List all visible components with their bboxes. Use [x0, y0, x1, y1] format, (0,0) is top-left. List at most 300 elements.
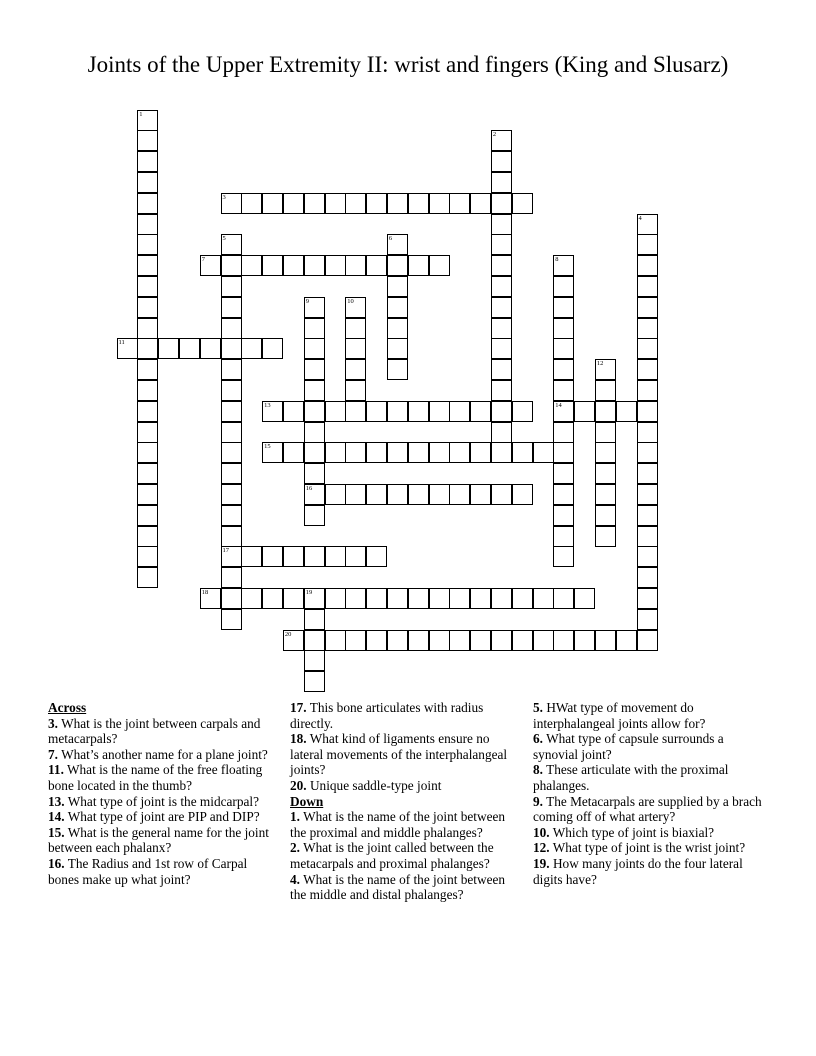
grid-cell[interactable] — [553, 297, 574, 318]
grid-cell[interactable] — [137, 276, 158, 297]
grid-cell[interactable] — [304, 255, 325, 276]
grid-cell[interactable] — [366, 255, 387, 276]
grid-cell[interactable] — [553, 401, 574, 422]
grid-cell[interactable] — [345, 442, 366, 463]
grid-cell[interactable] — [553, 505, 574, 526]
clue-number: 20. — [290, 777, 307, 793]
grid-cell[interactable] — [221, 442, 242, 463]
grid-cell[interactable] — [449, 484, 470, 505]
clue-number-label: 15 — [264, 443, 271, 451]
grid-cell[interactable] — [221, 422, 242, 443]
grid-cell[interactable] — [491, 401, 512, 422]
grid-cell[interactable] — [491, 276, 512, 297]
grid-cell[interactable] — [221, 297, 242, 318]
clue-number: 3. — [48, 715, 58, 731]
grid-cell[interactable] — [429, 401, 450, 422]
grid-cell[interactable] — [574, 401, 595, 422]
clue-number: 8. — [533, 762, 543, 778]
grid-cell[interactable] — [512, 193, 533, 214]
grid-cell[interactable] — [491, 338, 512, 359]
grid-cell[interactable] — [470, 484, 491, 505]
down-clue — [533, 762, 763, 793]
clue-number-label: 14 — [555, 401, 562, 409]
clue-number: 19. — [533, 855, 550, 871]
grid-cell[interactable] — [304, 484, 325, 505]
grid-cell[interactable] — [137, 463, 158, 484]
grid-cell[interactable] — [491, 172, 512, 193]
grid-cell[interactable] — [262, 255, 283, 276]
clue-column-2 — [290, 700, 516, 903]
grid-cell[interactable] — [637, 588, 658, 609]
grid-cell[interactable] — [241, 546, 262, 567]
grid-cell[interactable] — [637, 442, 658, 463]
grid-cell[interactable] — [345, 359, 366, 380]
grid-cell[interactable] — [637, 318, 658, 339]
grid-cell[interactable] — [616, 401, 637, 422]
grid-cell[interactable] — [241, 588, 262, 609]
clue-text: HWat type of movement do interphalangeal joints allow for? — [533, 700, 706, 731]
clue-number-label: 9 — [305, 297, 309, 305]
grid-cell[interactable] — [553, 588, 574, 609]
grid-cell[interactable] — [637, 609, 658, 630]
grid-cell[interactable] — [637, 359, 658, 380]
grid-cell[interactable] — [595, 422, 616, 443]
grid-cell[interactable] — [553, 276, 574, 297]
grid-cell[interactable] — [304, 442, 325, 463]
grid-cell[interactable] — [553, 255, 574, 276]
grid-cell[interactable] — [304, 380, 325, 401]
clue-text: What kind of ligaments ensure no lateral movements of the interphalangeal joints? — [290, 731, 508, 778]
clue-text: Which type of joint is biaxial? — [552, 824, 715, 840]
clue-number: 4. — [290, 871, 300, 887]
grid-cell[interactable] — [325, 546, 346, 567]
grid-cell[interactable] — [304, 297, 325, 318]
down-clue — [290, 809, 516, 840]
grid-cell[interactable] — [595, 505, 616, 526]
across-clue — [48, 747, 274, 763]
grid-cell[interactable] — [137, 255, 158, 276]
grid-cell[interactable] — [595, 630, 616, 651]
grid-cell[interactable] — [429, 255, 450, 276]
clue-number: 5. — [533, 700, 543, 715]
clue-number: 18. — [290, 731, 307, 747]
grid-cell[interactable] — [553, 442, 574, 463]
clue-number-label: 8 — [555, 256, 559, 264]
down-clue — [290, 872, 516, 903]
grid-cell[interactable] — [200, 588, 221, 609]
grid-cell[interactable] — [387, 234, 408, 255]
grid-cell[interactable] — [221, 338, 242, 359]
grid-cell[interactable] — [137, 172, 158, 193]
clue-number: 7. — [48, 746, 58, 762]
grid-cell[interactable] — [637, 484, 658, 505]
grid-cell[interactable] — [491, 193, 512, 214]
grid-cell[interactable] — [533, 630, 554, 651]
clue-number-label: 17 — [222, 547, 229, 555]
clue-number: 11. — [48, 762, 64, 778]
clue-number-label: 16 — [305, 484, 313, 492]
grid-cell[interactable] — [304, 422, 325, 443]
grid-cell[interactable] — [366, 546, 387, 567]
grid-cell[interactable] — [553, 546, 574, 567]
grid-cell[interactable] — [221, 609, 242, 630]
grid-cell[interactable] — [221, 193, 242, 214]
grid-cell[interactable] — [637, 380, 658, 401]
grid-cell[interactable] — [637, 526, 658, 547]
grid-cell[interactable] — [491, 442, 512, 463]
clue-number-label: 19 — [305, 588, 313, 596]
grid-cell[interactable] — [574, 630, 595, 651]
clue-column-3 — [533, 700, 763, 887]
grid-cell[interactable] — [137, 380, 158, 401]
clue-number-label: 13 — [264, 401, 271, 409]
grid-cell[interactable] — [491, 130, 512, 151]
grid-cell[interactable] — [262, 338, 283, 359]
grid-cell[interactable] — [429, 630, 450, 651]
grid-cell[interactable] — [491, 484, 512, 505]
grid-cell[interactable] — [325, 401, 346, 422]
clue-column-1 — [48, 700, 274, 887]
clue-number-label: 5 — [222, 235, 226, 243]
grid-cell[interactable] — [553, 630, 574, 651]
grid-cell[interactable] — [470, 193, 491, 214]
grid-cell[interactable] — [637, 338, 658, 359]
grid-cell[interactable] — [491, 151, 512, 172]
grid-cell[interactable] — [283, 193, 304, 214]
clue-number-label: 12 — [596, 360, 604, 368]
clue-text: The Metacarpals are supplied by a brach coming off of what artery? — [533, 793, 762, 825]
grid-cell[interactable] — [616, 630, 637, 651]
grid-cell[interactable] — [241, 338, 262, 359]
grid-cell[interactable] — [221, 255, 242, 276]
grid-cell[interactable] — [491, 234, 512, 255]
grid-cell[interactable] — [429, 484, 450, 505]
grid-cell[interactable] — [221, 567, 242, 588]
grid-cell[interactable] — [221, 276, 242, 297]
grid-cell[interactable] — [595, 401, 616, 422]
grid-cell[interactable] — [491, 214, 512, 235]
grid-cell[interactable] — [262, 442, 283, 463]
grid-cell[interactable] — [366, 588, 387, 609]
grid-cell[interactable] — [387, 276, 408, 297]
clue-text: What is the name of the joint between the proximal and middle phalanges? — [290, 809, 506, 840]
grid-cell[interactable] — [304, 193, 325, 214]
clue-text: What type of capsule surrounds a synovial joint? — [533, 731, 724, 762]
grid-cell[interactable] — [283, 546, 304, 567]
grid-cell[interactable] — [158, 338, 179, 359]
grid-cell[interactable] — [387, 401, 408, 422]
down-clue — [533, 794, 763, 825]
grid-cell[interactable] — [221, 505, 242, 526]
grid-cell[interactable] — [491, 422, 512, 443]
grid-cell[interactable] — [283, 401, 304, 422]
grid-cell[interactable] — [553, 526, 574, 547]
grid-cell[interactable] — [637, 401, 658, 422]
grid-cell[interactable] — [512, 588, 533, 609]
clue-text: These articulate with the proximal phalanges. — [533, 762, 729, 793]
grid-cell[interactable] — [553, 318, 574, 339]
clue-number: 12. — [533, 840, 550, 856]
grid-cell[interactable] — [345, 401, 366, 422]
grid-cell[interactable] — [366, 193, 387, 214]
grid-cell[interactable] — [304, 609, 325, 630]
grid-cell[interactable] — [117, 338, 138, 359]
grid-cell[interactable] — [137, 505, 158, 526]
grid-cell[interactable] — [387, 255, 408, 276]
grid-cell[interactable] — [304, 650, 325, 671]
grid-cell[interactable] — [387, 442, 408, 463]
grid-cell[interactable] — [345, 380, 366, 401]
clue-number-label: 18 — [201, 588, 209, 596]
grid-cell[interactable] — [449, 401, 470, 422]
grid-cell[interactable] — [137, 338, 158, 359]
grid-cell[interactable] — [637, 422, 658, 443]
grid-cell[interactable] — [345, 338, 366, 359]
grid-cell[interactable] — [449, 588, 470, 609]
clue-number: 9. — [533, 793, 543, 809]
grid-cell[interactable] — [387, 588, 408, 609]
grid-cell[interactable] — [262, 588, 283, 609]
grid-cell[interactable] — [283, 255, 304, 276]
grid-cell[interactable] — [137, 442, 158, 463]
grid-cell[interactable] — [491, 297, 512, 318]
grid-cell[interactable] — [137, 297, 158, 318]
grid-cell[interactable] — [262, 193, 283, 214]
grid-cell[interactable] — [345, 630, 366, 651]
grid-cell[interactable] — [137, 193, 158, 214]
grid-cell[interactable] — [137, 318, 158, 339]
grid-cell[interactable] — [304, 401, 325, 422]
grid-cell[interactable] — [325, 193, 346, 214]
grid-cell[interactable] — [387, 359, 408, 380]
grid-cell[interactable] — [449, 442, 470, 463]
grid-cell[interactable] — [221, 546, 242, 567]
grid-cell[interactable] — [429, 588, 450, 609]
grid-cell[interactable] — [553, 338, 574, 359]
grid-cell[interactable] — [137, 214, 158, 235]
grid-cell[interactable] — [221, 526, 242, 547]
grid-cell[interactable] — [449, 193, 470, 214]
grid-cell[interactable] — [200, 255, 221, 276]
grid-cell[interactable] — [366, 442, 387, 463]
grid-cell[interactable] — [137, 130, 158, 151]
grid-cell[interactable] — [637, 214, 658, 235]
clue-number: 10. — [533, 824, 550, 840]
clue-text: What type of joint is the wrist joint? — [552, 840, 746, 856]
grid-cell[interactable] — [512, 401, 533, 422]
grid-cell[interactable] — [387, 297, 408, 318]
grid-cell[interactable] — [221, 318, 242, 339]
grid-cell[interactable] — [325, 255, 346, 276]
grid-cell[interactable] — [345, 484, 366, 505]
grid-cell[interactable] — [408, 588, 429, 609]
grid-cell[interactable] — [595, 380, 616, 401]
grid-cell[interactable] — [137, 359, 158, 380]
grid-cell[interactable] — [429, 442, 450, 463]
clue-text: Unique saddle-type joint — [309, 777, 442, 793]
grid-cell[interactable] — [408, 401, 429, 422]
grid-cell[interactable] — [387, 338, 408, 359]
clue-text: What is the general name for the joint between each phalanx? — [48, 824, 269, 856]
grid-cell[interactable] — [553, 359, 574, 380]
grid-cell[interactable] — [366, 484, 387, 505]
grid-cell[interactable] — [637, 276, 658, 297]
grid-cell[interactable] — [491, 588, 512, 609]
grid-cell[interactable] — [221, 401, 242, 422]
across-clue — [48, 794, 274, 810]
grid-cell[interactable] — [137, 151, 158, 172]
grid-cell[interactable] — [345, 193, 366, 214]
grid-cell[interactable] — [137, 422, 158, 443]
grid-cell[interactable] — [491, 255, 512, 276]
down-heading: Down — [290, 793, 324, 809]
grid-cell[interactable] — [491, 318, 512, 339]
grid-cell[interactable] — [491, 380, 512, 401]
grid-cell[interactable] — [137, 484, 158, 505]
grid-cell[interactable] — [221, 234, 242, 255]
grid-cell[interactable] — [325, 588, 346, 609]
grid-cell[interactable] — [304, 338, 325, 359]
puzzle-title: Joints of the Upper Extremity II: wrist and fingers (King and Slusarz) — [87, 52, 729, 77]
grid-cell[interactable] — [241, 193, 262, 214]
clue-number: 17. — [290, 700, 307, 715]
grid-cell[interactable] — [304, 359, 325, 380]
grid-cell[interactable] — [408, 630, 429, 651]
grid-cell[interactable] — [304, 630, 325, 651]
down-clue — [533, 825, 763, 841]
grid-cell[interactable] — [366, 401, 387, 422]
grid-cell[interactable] — [533, 442, 554, 463]
grid-cell[interactable] — [553, 380, 574, 401]
grid-cell[interactable] — [179, 338, 200, 359]
grid-cell[interactable] — [470, 442, 491, 463]
across-clue — [48, 825, 274, 856]
clue-number: 15. — [48, 824, 65, 840]
clue-number: 14. — [48, 809, 65, 825]
grid-cell[interactable] — [429, 193, 450, 214]
down-clue — [533, 731, 763, 762]
grid-cell[interactable] — [345, 318, 366, 339]
grid-cell[interactable] — [553, 422, 574, 443]
clue-text: What is the name of the joint between the middle and distal phalanges? — [290, 871, 506, 903]
grid-cell[interactable] — [262, 546, 283, 567]
grid-cell[interactable] — [221, 588, 242, 609]
grid-cell[interactable] — [595, 442, 616, 463]
grid-cell[interactable] — [595, 359, 616, 380]
grid-cell[interactable] — [325, 630, 346, 651]
clue-number: 16. — [48, 855, 65, 871]
grid-cell[interactable] — [304, 463, 325, 484]
grid-cell[interactable] — [533, 588, 554, 609]
grid-cell[interactable] — [470, 401, 491, 422]
clue-number-label: 20 — [284, 630, 292, 638]
grid-cell[interactable] — [137, 401, 158, 422]
across-clue — [290, 731, 516, 778]
grid-cell[interactable] — [387, 484, 408, 505]
grid-cell[interactable] — [387, 193, 408, 214]
grid-cell[interactable] — [512, 484, 533, 505]
grid-cell[interactable] — [512, 630, 533, 651]
grid-cell[interactable] — [304, 318, 325, 339]
grid-cell[interactable] — [574, 588, 595, 609]
grid-cell[interactable] — [491, 359, 512, 380]
grid-cell[interactable] — [304, 546, 325, 567]
grid-cell[interactable] — [325, 484, 346, 505]
clue-number: 1. — [290, 809, 300, 825]
grid-cell[interactable] — [408, 255, 429, 276]
grid-cell[interactable] — [345, 297, 366, 318]
grid-cell[interactable] — [637, 234, 658, 255]
grid-cell[interactable] — [491, 630, 512, 651]
grid-cell[interactable] — [553, 463, 574, 484]
grid-cell[interactable] — [283, 588, 304, 609]
grid-cell[interactable] — [408, 484, 429, 505]
grid-cell[interactable] — [283, 442, 304, 463]
grid-cell[interactable] — [345, 255, 366, 276]
clue-number-label: 3 — [222, 193, 226, 201]
grid-cell[interactable] — [637, 463, 658, 484]
across-heading: Across — [48, 700, 87, 715]
grid-cell[interactable] — [637, 505, 658, 526]
grid-cell[interactable] — [304, 588, 325, 609]
grid-cell[interactable] — [137, 567, 158, 588]
grid-cell[interactable] — [304, 671, 325, 692]
grid-cell[interactable] — [595, 463, 616, 484]
grid-cell[interactable] — [408, 442, 429, 463]
grid-cell[interactable] — [637, 567, 658, 588]
grid-cell[interactable] — [345, 588, 366, 609]
grid-cell[interactable] — [137, 110, 158, 131]
grid-cell[interactable] — [408, 193, 429, 214]
grid-cell[interactable] — [137, 546, 158, 567]
clue-number-label: 11 — [118, 339, 125, 347]
grid-cell[interactable] — [595, 484, 616, 505]
grid-cell[interactable] — [241, 255, 262, 276]
across-clue — [48, 856, 274, 887]
grid-cell[interactable] — [553, 484, 574, 505]
grid-cell[interactable] — [221, 359, 242, 380]
grid-cell[interactable] — [387, 630, 408, 651]
grid-cell[interactable] — [512, 442, 533, 463]
grid-cell[interactable] — [262, 401, 283, 422]
grid-cell[interactable] — [470, 630, 491, 651]
grid-cell[interactable] — [304, 505, 325, 526]
grid-cell[interactable] — [387, 318, 408, 339]
grid-cell[interactable] — [595, 526, 616, 547]
grid-cell[interactable] — [283, 630, 304, 651]
clue-text: What’s another name for a plane joint? — [61, 746, 268, 762]
grid-cell[interactable] — [137, 234, 158, 255]
grid-cell[interactable] — [637, 297, 658, 318]
across-clue — [290, 700, 516, 731]
grid-cell[interactable] — [345, 546, 366, 567]
clue-number-label: 7 — [201, 256, 205, 264]
grid-cell[interactable] — [637, 255, 658, 276]
grid-cell[interactable] — [221, 463, 242, 484]
clue-number-label: 10 — [347, 297, 354, 305]
grid-cell[interactable] — [221, 484, 242, 505]
grid-cell[interactable] — [325, 442, 346, 463]
grid-cell[interactable] — [449, 630, 470, 651]
across-clue — [48, 716, 274, 747]
grid-cell[interactable] — [137, 526, 158, 547]
grid-cell[interactable] — [221, 380, 242, 401]
grid-cell[interactable] — [366, 630, 387, 651]
grid-cell[interactable] — [637, 546, 658, 567]
grid-cell[interactable] — [637, 630, 658, 651]
grid-cell[interactable] — [200, 338, 221, 359]
grid-cell[interactable] — [470, 588, 491, 609]
